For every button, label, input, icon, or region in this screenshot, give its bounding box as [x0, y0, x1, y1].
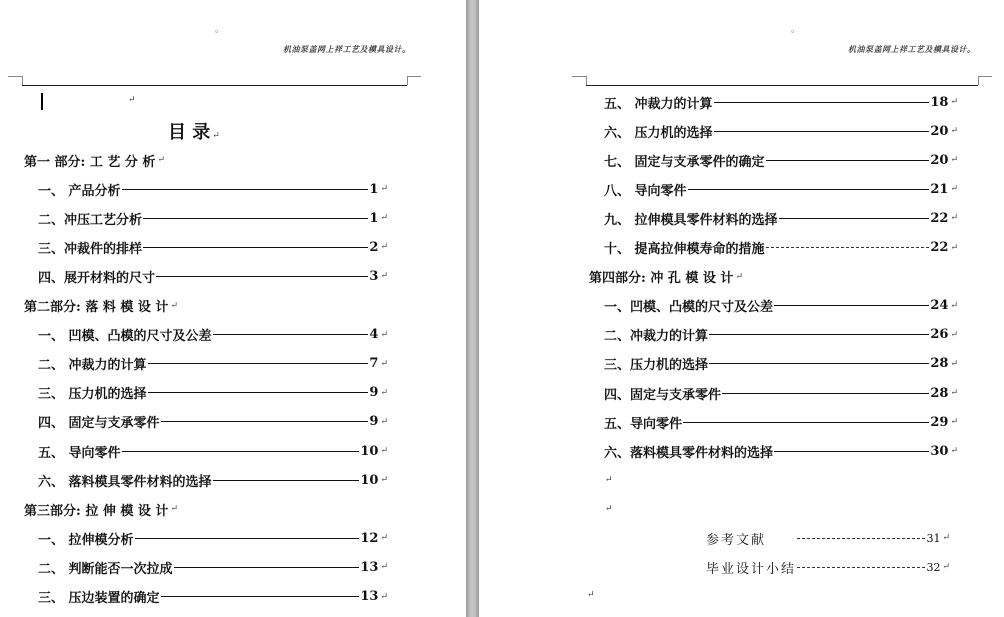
toc-entry-label: 毕业设计小结	[706, 561, 797, 577]
toc-leader	[683, 422, 929, 423]
toc-leader	[709, 363, 929, 364]
toc-entry[interactable]	[604, 120, 958, 142]
paragraph-mark: ↵	[380, 329, 388, 340]
toc-leader	[213, 334, 369, 335]
toc-leader	[688, 189, 930, 190]
toc-page-number: 30	[930, 443, 949, 459]
toc-leader	[156, 276, 368, 277]
toc-entry-label: 三、 压力机的选择	[38, 387, 147, 403]
toc-title	[168, 118, 220, 144]
paragraph-mark: ↵	[950, 417, 958, 428]
paragraph-mark: ↵	[380, 242, 388, 253]
toc-entry-label: 二、冲压工艺分析	[38, 212, 143, 228]
header-tick: 。	[215, 25, 225, 35]
header-corner-mark	[586, 76, 587, 85]
toc-entry-label: 六、 落料模具零件材料的选择	[38, 474, 212, 490]
toc-entry-label: 六、落料模具零件材料的选择	[604, 445, 774, 461]
toc-leader	[174, 567, 360, 568]
left-page	[0, 0, 466, 617]
toc-entry-label: 三、压力机的选择	[604, 358, 709, 374]
paragraph-mark: ↵	[950, 184, 958, 195]
paragraph-mark: ↵	[950, 300, 958, 311]
header-tick: 。	[791, 25, 801, 35]
toc-entry-label: 四、 固定与支承零件	[38, 416, 160, 432]
paragraph-mark: ↵	[735, 271, 743, 282]
toc-entry[interactable]	[604, 411, 958, 433]
paragraph-mark: ↵	[157, 155, 165, 165]
toc-entry-label: 七、 固定与支承零件的确定	[604, 154, 765, 170]
paragraph-mark: ↵	[950, 155, 958, 166]
toc-entry-label: 十、 提高拉伸模寿命的措施	[604, 242, 765, 257]
toc-page-number: 26	[930, 327, 949, 343]
toc-entry[interactable]	[38, 556, 388, 578]
paragraph-mark: ↵	[605, 504, 613, 514]
toc-page-number: 28	[930, 356, 949, 372]
paragraph-mark: ↵	[170, 504, 178, 515]
paragraph-mark: ↵	[380, 213, 388, 224]
running-header: 机油泵盖网上祥工艺及模具设计。	[848, 44, 976, 54]
paragraph-mark: ↵	[950, 358, 958, 369]
toc-section-heading	[589, 266, 743, 288]
paragraph-mark: ↵	[605, 475, 613, 485]
toc-entry[interactable]	[38, 207, 388, 229]
toc-leader	[714, 102, 930, 103]
header-corner-mark	[978, 76, 979, 85]
paragraph-mark: ↵	[380, 591, 388, 602]
toc-entry[interactable]	[604, 207, 958, 229]
toc-entry[interactable]	[604, 237, 958, 259]
paragraph-mark: ↵	[380, 184, 388, 195]
toc-entry-label: 三、冲裁件的排样	[38, 241, 143, 257]
toc-entry-label: 一、凹模、凸模的尺寸及公差	[604, 300, 774, 316]
toc-title-text: 目 录	[168, 122, 211, 143]
toc-page-number: 13	[360, 559, 379, 575]
toc-page-number: 28	[930, 385, 949, 401]
toc-entry-label: 九、 拉伸模具零件材料的选择	[604, 212, 778, 228]
toc-entry-label: 四、展开材料的尺寸	[38, 270, 156, 286]
toc-leader	[161, 596, 360, 597]
toc-entry[interactable]	[38, 178, 388, 200]
paragraph-mark: ↵	[942, 533, 950, 543]
toc-page-number: 21	[930, 181, 949, 197]
paragraph-mark: ↵	[380, 358, 388, 369]
toc-entry-label: 五、导向零件	[604, 416, 683, 432]
toc-page-number: 22	[930, 210, 949, 226]
toc-page-number: 10	[360, 472, 379, 488]
toc-section-heading	[24, 498, 178, 520]
paragraph-mark: ↵	[380, 475, 388, 486]
paragraph-mark: ↵	[380, 533, 388, 544]
toc-page-number: 10	[360, 443, 379, 459]
toc-entry[interactable]	[38, 527, 388, 549]
toc-page-number: 1	[369, 210, 379, 226]
toc-page-number: 7	[369, 356, 379, 372]
toc-entry-label: 参考文献	[706, 532, 767, 548]
toc-leader	[766, 247, 930, 248]
paragraph-mark: ↵	[950, 329, 958, 340]
toc-page-number: 3	[369, 268, 379, 284]
toc-entry-label: 二、 冲裁力的计算	[38, 358, 147, 374]
toc-entry[interactable]	[38, 382, 388, 404]
toc-page-number: 29	[930, 414, 949, 430]
toc-leader	[797, 567, 925, 568]
toc-leader	[779, 218, 930, 219]
right-page	[479, 0, 1004, 617]
toc-entry[interactable]	[604, 324, 958, 346]
running-header: 机油泵盖网上祥工艺及模具设计。	[283, 44, 411, 54]
toc-back-entry[interactable]	[706, 556, 950, 578]
toc-entry[interactable]	[604, 178, 958, 200]
paragraph-mark: ↵	[212, 131, 220, 141]
toc-entry[interactable]	[38, 586, 388, 608]
paragraph-mark: ↵	[380, 271, 388, 282]
paragraph-mark: ↵	[950, 242, 958, 253]
toc-entry-label: 二、 判断能否一次拉成	[38, 561, 173, 577]
toc-leader	[714, 131, 930, 132]
toc-leader	[766, 160, 930, 161]
paragraph-mark: ↵	[170, 300, 178, 311]
toc-entry[interactable]	[604, 295, 958, 317]
toc-entry[interactable]	[38, 440, 388, 462]
toc-section-heading	[24, 295, 178, 317]
paragraph-mark: ↵	[380, 446, 388, 456]
toc-entry[interactable]	[604, 440, 958, 462]
toc-entry[interactable]	[38, 265, 388, 287]
header-corner-mark	[407, 76, 408, 85]
toc-page-number: 9	[369, 385, 379, 401]
toc-leader	[722, 393, 929, 394]
toc-entry[interactable]	[38, 324, 388, 346]
toc-leader	[709, 334, 929, 335]
header-corner-mark	[8, 76, 22, 77]
toc-entry-label: 三、 压边装置的确定	[38, 591, 160, 606]
toc-section-label: 第一 部分: 工 艺 分 析	[24, 154, 156, 170]
toc-leader	[797, 538, 925, 539]
toc-entry-label: 四、固定与支承零件	[604, 387, 722, 403]
toc-entry[interactable]	[604, 91, 958, 113]
paragraph-mark: ↵	[380, 562, 388, 573]
header-corner-mark	[978, 76, 992, 77]
paragraph-mark: ↵	[380, 387, 388, 398]
toc-leader	[774, 305, 929, 306]
toc-page-number: 13	[360, 589, 379, 604]
toc-entry-label: 五、 冲裁力的计算	[604, 96, 713, 112]
toc-entry-label: 五、 导向零件	[38, 445, 121, 461]
toc-entry[interactable]	[38, 469, 388, 491]
paragraph-mark: ↵	[950, 97, 958, 107]
toc-section-label: 第四部分: 冲 孔 模 设 计	[589, 271, 734, 287]
toc-entry-label: 六、 压力机的选择	[604, 125, 713, 141]
toc-page-number: 9	[369, 414, 379, 430]
toc-entry-label: 八、 导向零件	[604, 183, 687, 199]
header-corner-mark	[407, 76, 421, 77]
toc-entry[interactable]	[604, 382, 958, 404]
paragraph-mark: ↵	[942, 562, 950, 572]
toc-entry[interactable]	[604, 149, 958, 171]
toc-page-number: 2	[369, 239, 379, 255]
toc-section-label: 第二部分: 落 料 模 设 计	[24, 300, 169, 315]
toc-back-entry[interactable]	[706, 527, 950, 549]
toc-entry-label: 一、 产品分析	[38, 183, 121, 199]
toc-page-number: 12	[360, 530, 379, 546]
toc-page-number: 18	[930, 94, 949, 110]
header-corner-mark	[572, 76, 586, 77]
toc-entry-label: 二、冲裁力的计算	[604, 329, 709, 345]
toc-page-number: 4	[369, 327, 379, 343]
paragraph-mark: ↵	[587, 590, 595, 600]
toc-leader	[774, 451, 929, 452]
toc-section-label: 第三部分: 拉 伸 模 设 计	[24, 503, 169, 519]
toc-page-number: 22	[930, 240, 949, 255]
toc-leader	[122, 451, 360, 452]
text-cursor	[41, 93, 43, 110]
paragraph-mark: ↵	[950, 446, 958, 457]
toc-entry[interactable]	[604, 353, 958, 375]
paragraph-mark: ↵	[380, 416, 388, 427]
toc-entry[interactable]	[38, 411, 388, 433]
toc-entry[interactable]	[38, 236, 388, 258]
toc-page-number: 24	[930, 298, 949, 314]
toc-leader	[143, 218, 368, 219]
toc-entry[interactable]	[38, 353, 388, 375]
toc-leader	[148, 392, 369, 393]
toc-page-number: 1	[369, 181, 379, 197]
header-rule	[22, 85, 407, 86]
paragraph-mark: ↵	[128, 95, 136, 105]
paragraph-mark: ↵	[950, 126, 958, 137]
header-corner-mark	[22, 76, 23, 85]
toc-section-heading	[24, 149, 165, 171]
header-rule	[586, 85, 978, 86]
toc-leader	[148, 363, 369, 364]
toc-leader	[213, 480, 360, 481]
toc-page-number: 20	[930, 152, 949, 168]
paragraph-mark: ↵	[950, 388, 958, 398]
toc-page-number: 32	[926, 560, 941, 574]
paragraph-mark: ↵	[950, 213, 958, 224]
toc-leader	[122, 189, 369, 190]
toc-leader	[135, 538, 360, 539]
toc-page-number: 31	[926, 531, 941, 545]
toc-leader	[143, 247, 368, 248]
toc-entry-label: 一、 凹模、凸模的尺寸及公差	[38, 329, 212, 345]
page-gutter	[466, 0, 479, 617]
toc-page-number: 20	[930, 123, 949, 139]
toc-leader	[161, 421, 369, 422]
toc-entry-label: 一、 拉伸模分析	[38, 532, 134, 548]
